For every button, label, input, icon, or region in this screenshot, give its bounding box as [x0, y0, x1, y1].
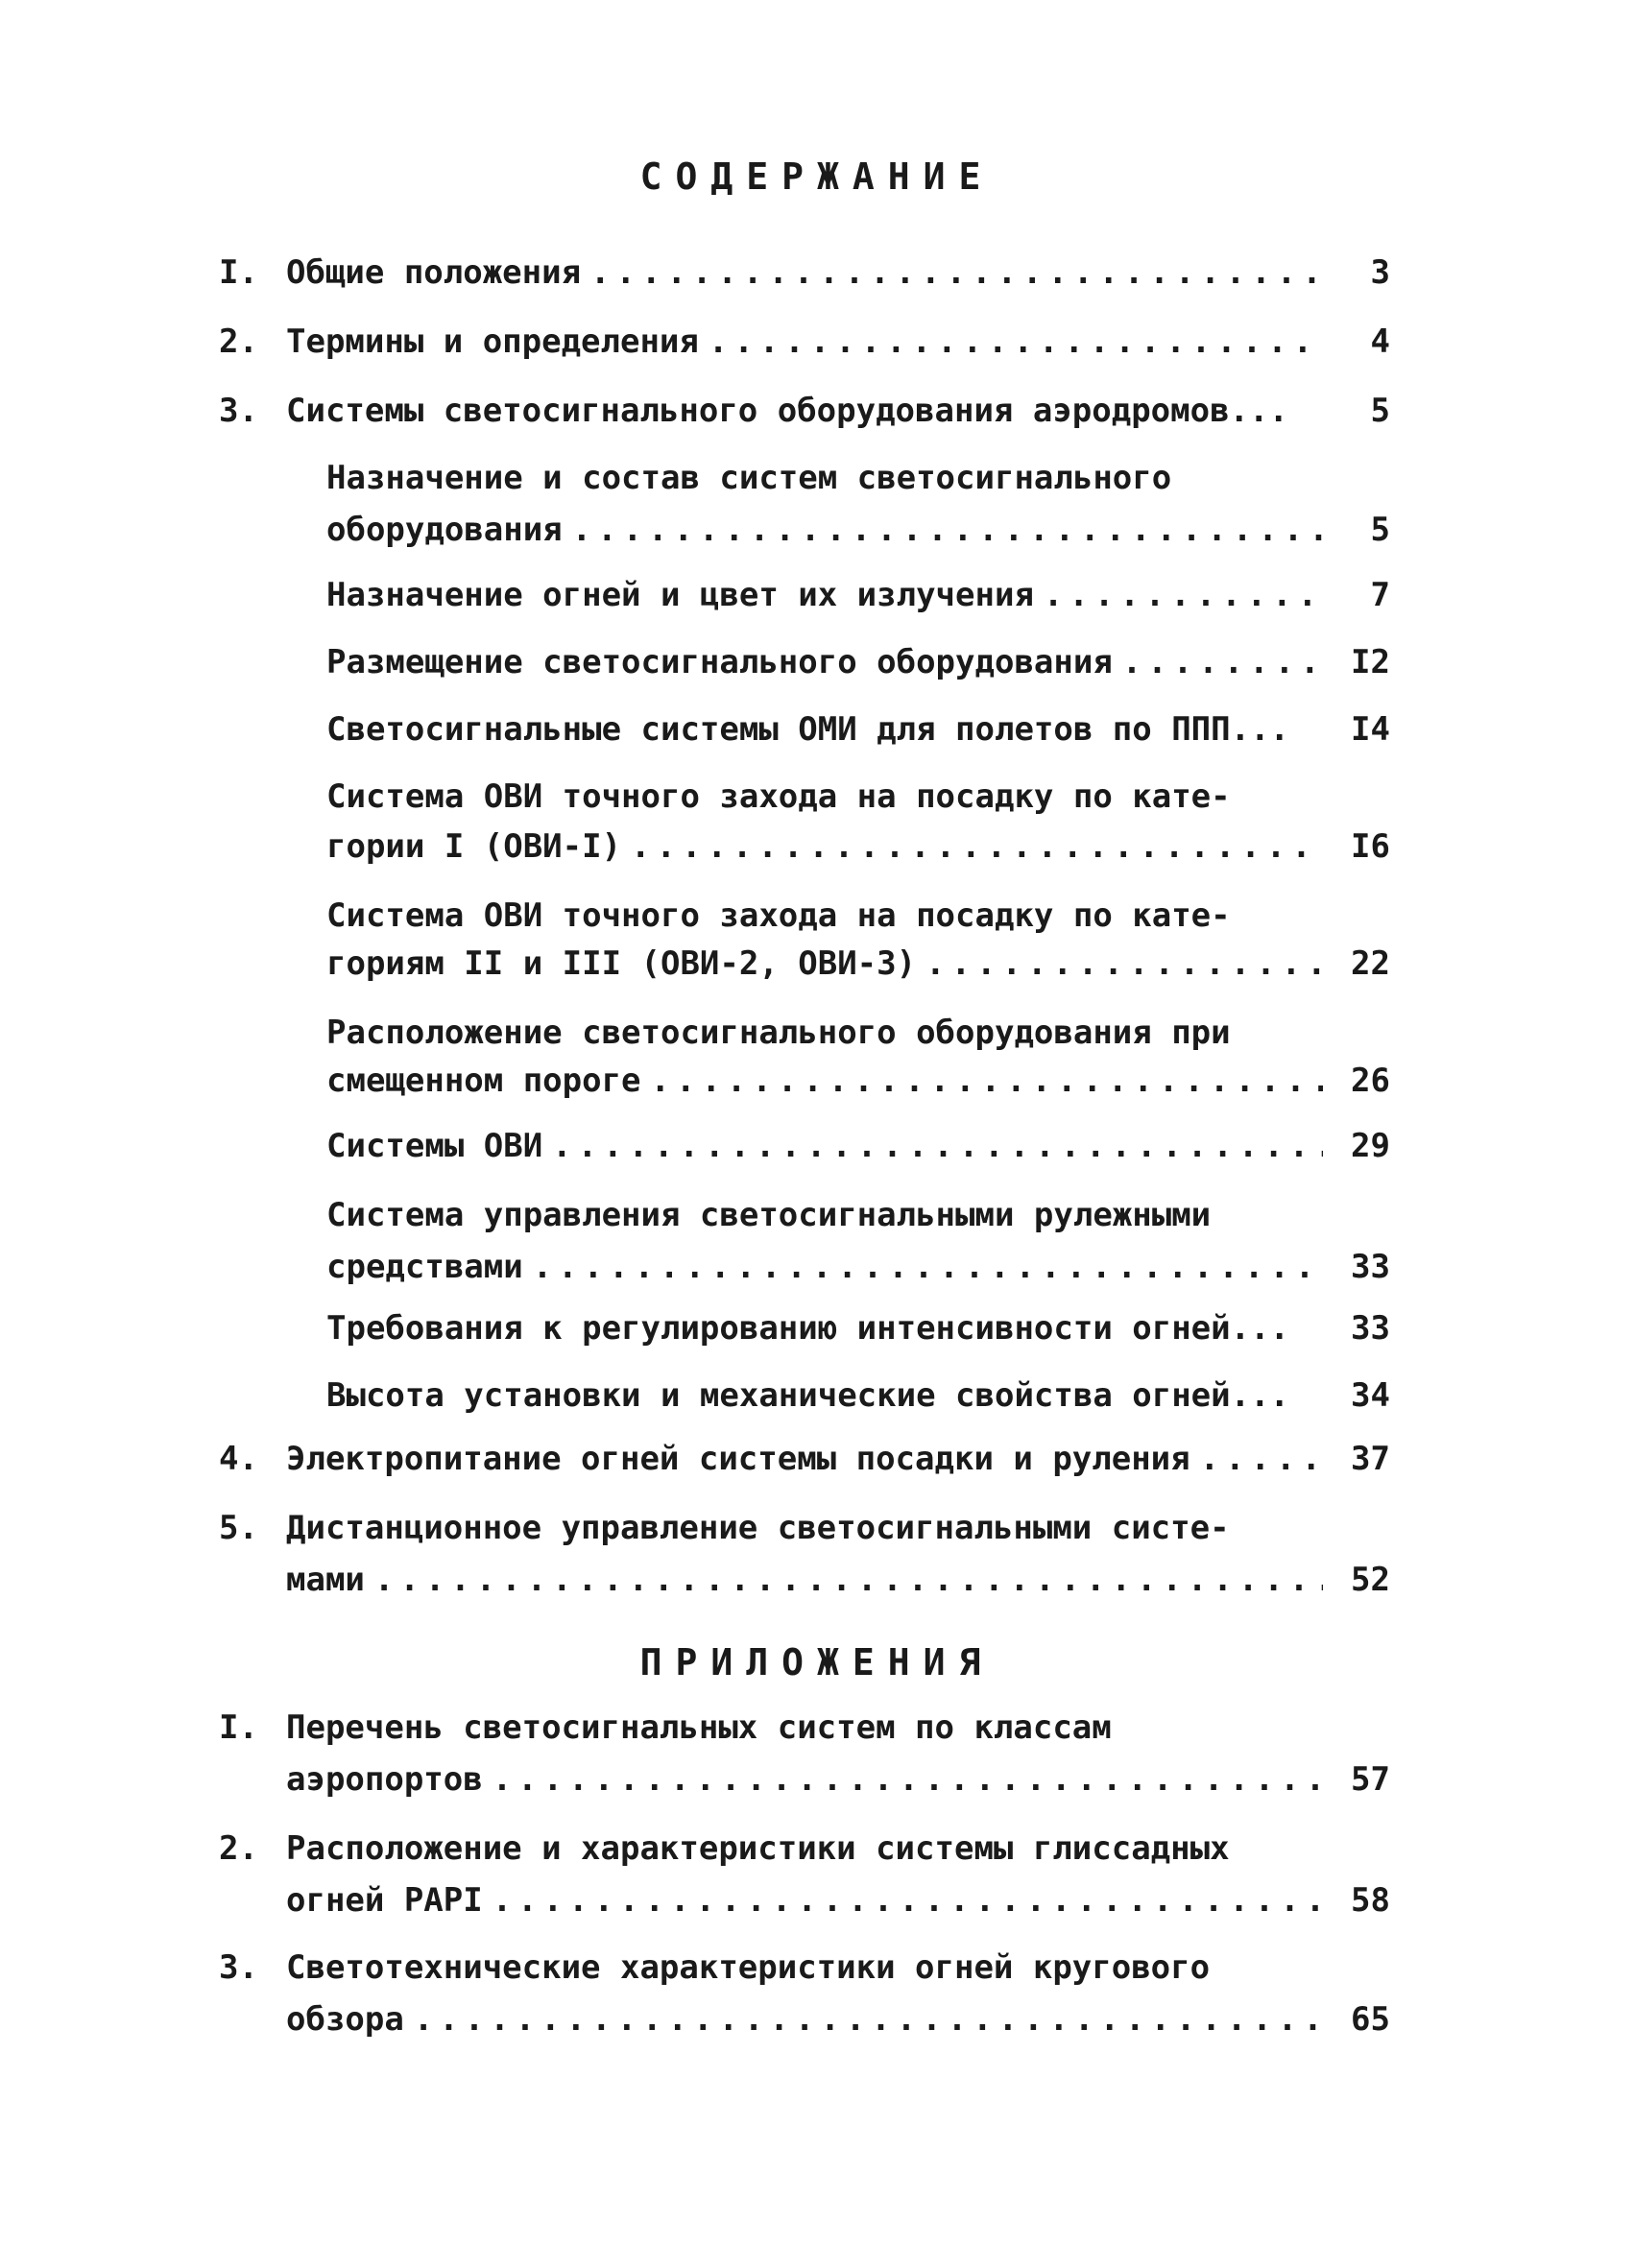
entry-title-line	[326, 1062, 1323, 1100]
entry-title-line-2: гории I (ОВИ-I)	[326, 827, 622, 866]
dot-leader	[414, 2000, 1323, 2039]
dot-leader	[493, 1760, 1323, 1799]
contents-heading: СОДЕРЖАНИЕ	[639, 155, 995, 198]
entry-number: 4.	[219, 1440, 258, 1478]
dot-leader	[925, 944, 1323, 983]
entry-title: Требования к регулированию интенсивности огней...	[326, 1309, 1290, 1348]
entry-page-number: 58	[1351, 1881, 1390, 1920]
entry-page-number: 3	[1370, 253, 1390, 292]
entry-title-line-2: мами	[286, 1561, 365, 1599]
entry-page-number: I6	[1351, 827, 1390, 866]
entry-title-line	[286, 322, 1323, 361]
entry-page-number: I2	[1351, 643, 1390, 681]
entry-title-line-2: смещенном пороге	[326, 1062, 641, 1100]
entry-title: Системы светосигнального оборудования аэродромов...	[286, 392, 1288, 430]
dot-leader	[374, 1561, 1323, 1599]
entry-title-line-2: гориям II и III (ОВИ-2, ОВИ-3)	[326, 944, 917, 983]
entry-title-line-1: Система управления светосигнальными рулежными	[326, 1196, 1212, 1234]
dot-leader	[590, 253, 1323, 292]
entry-title-line-1: Расположение светосигнального оборудования при	[326, 1014, 1231, 1052]
dot-leader	[493, 1881, 1323, 1920]
dot-leader	[631, 827, 1323, 866]
entry-number: I.	[219, 1708, 258, 1747]
appendices-heading: ПРИЛОЖЕНИЯ	[639, 1641, 995, 1683]
entry-title-line-1: Дистанционное управление светосигнальными систе-	[286, 1509, 1230, 1547]
dot-leader	[709, 322, 1323, 361]
entry-page-number: 33	[1351, 1248, 1390, 1286]
entry-title-line	[286, 253, 1323, 292]
dot-leader	[651, 1062, 1323, 1100]
entry-title-line-1: Светотехнические характеристики огней кругового	[286, 1948, 1211, 1987]
entry-title: Размещение светосигнального оборудования	[326, 643, 1113, 681]
entry-title-line-2: аэропортов	[286, 1760, 483, 1799]
entry-number: 2.	[219, 1829, 258, 1868]
entry-page-number: 34	[1351, 1376, 1390, 1415]
entry-title-line	[326, 944, 1323, 983]
entry-title-line-1: Система ОВИ точного захода на посадку по кате-	[326, 777, 1231, 816]
entry-title: Системы ОВИ	[326, 1127, 543, 1165]
dot-leader	[552, 1127, 1323, 1165]
dot-leader	[572, 511, 1323, 549]
entry-title: Термины и определения	[286, 322, 699, 361]
entry-number: 2.	[219, 322, 258, 361]
entry-title-line-1: Расположение и характеристики системы глиссадных	[286, 1829, 1230, 1868]
entry-title: Светосигнальные системы ОМИ для полетов по ППП...	[326, 710, 1290, 749]
entry-page-number: 5	[1370, 392, 1390, 430]
entry-page-number: I4	[1351, 710, 1390, 749]
entry-title: Общие положения	[286, 253, 582, 292]
entry-number: 3.	[219, 392, 258, 430]
entry-title-line	[326, 643, 1323, 681]
entry-title: Высота установки и механические свойства огней...	[326, 1376, 1290, 1415]
entry-number: 3.	[219, 1948, 258, 1987]
entry-title-line-1: Перечень светосигнальных систем по классам	[286, 1708, 1112, 1747]
entry-title-line	[286, 1881, 1323, 1920]
entry-title-line	[326, 1127, 1323, 1165]
entry-title-line-1: Система ОВИ точного захода на посадку по кате-	[326, 896, 1231, 935]
entry-page-number: 5	[1370, 511, 1390, 549]
entry-page-number: 37	[1351, 1440, 1390, 1478]
entry-page-number: 22	[1351, 944, 1390, 983]
entry-title-line	[286, 2000, 1323, 2039]
entry-title-line	[326, 827, 1323, 866]
entry-title-line-1: Назначение и состав систем светосигнального	[326, 459, 1172, 497]
entry-title-line-2: средствами	[326, 1248, 523, 1286]
dot-leader	[533, 1248, 1323, 1286]
entry-page-number: 29	[1351, 1127, 1390, 1165]
entry-number: I.	[219, 253, 258, 292]
entry-page-number: 65	[1351, 2000, 1390, 2039]
entry-title-line	[326, 511, 1323, 549]
entry-title: Электропитание огней системы посадки и руления	[286, 1440, 1190, 1478]
entry-number: 5.	[219, 1509, 258, 1547]
entry-title-line	[286, 1440, 1323, 1478]
entry-title-line-2: огней PAPI	[286, 1881, 483, 1920]
entry-page-number: 57	[1351, 1760, 1390, 1799]
entry-title: Назначение огней и цвет их излучения	[326, 576, 1034, 614]
entry-title-line-2: оборудования	[326, 511, 563, 549]
entry-page-number: 52	[1351, 1561, 1390, 1599]
entry-title-line	[326, 576, 1323, 614]
entry-page-number: 4	[1370, 322, 1390, 361]
entry-title-line	[326, 1248, 1323, 1286]
entry-page-number: 26	[1351, 1062, 1390, 1100]
entry-title-line-2: обзора	[286, 2000, 404, 2039]
entry-title-line	[286, 1561, 1323, 1599]
entry-page-number: 7	[1370, 576, 1390, 614]
entry-page-number: 33	[1351, 1309, 1390, 1348]
entry-title-line	[286, 1760, 1323, 1799]
